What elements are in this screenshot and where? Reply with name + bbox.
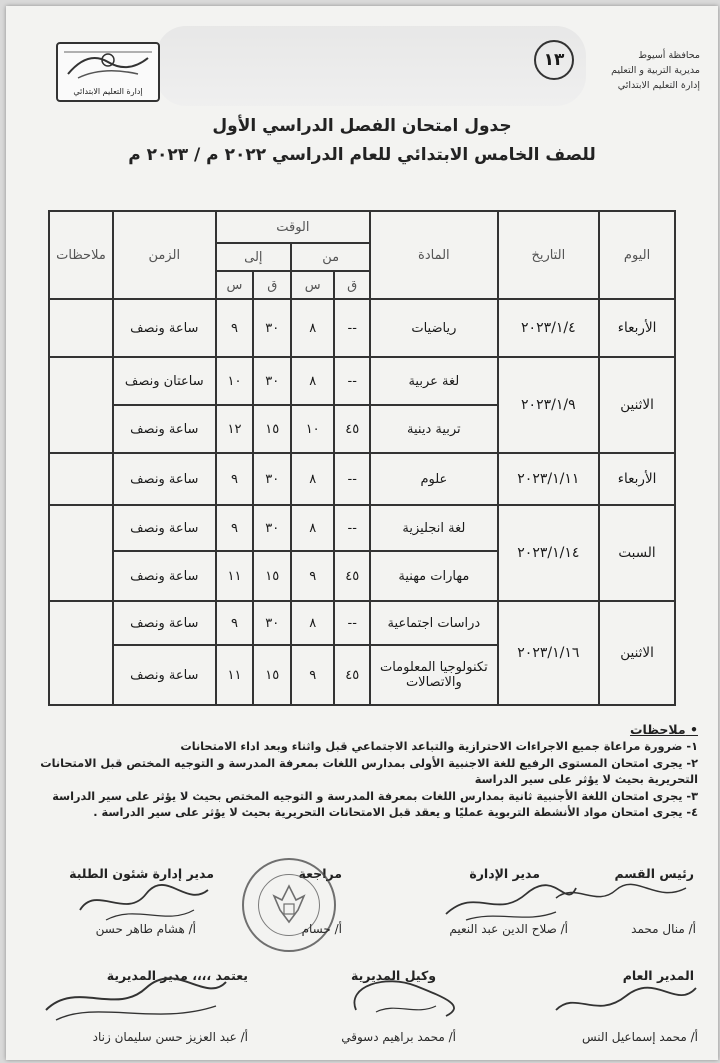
cell-day: الأربعاء	[599, 453, 675, 505]
page-number-badge	[534, 40, 574, 80]
subject-line-2: والاتصالات	[405, 675, 462, 690]
document-title: جدول امتحان الفصل الدراسي الأول	[212, 116, 512, 136]
cell-to-hours: ١٠	[216, 357, 254, 405]
header-to-hours: س	[216, 271, 254, 299]
cell-to-hours: ٩	[216, 299, 254, 357]
cell-to-minutes: ٣٠	[253, 357, 291, 405]
cell-duration: ساعة ونصف	[113, 505, 216, 551]
cell-from-hours: ٩	[291, 551, 334, 601]
notes-heading-text: ملاحظات	[629, 722, 686, 737]
signature-mark-approval	[36, 970, 236, 1030]
note-item-4: ٤- يجرى امتحان مواد الأنشطة التربوية عمليًا و يعقد قبل الامتحانات التحريرية بحيث لا يؤثر على سير الدراسة .	[93, 806, 698, 820]
cell-date: ٢٠٢٣/١/٤	[498, 299, 600, 357]
cell-day: الاثنين	[599, 357, 675, 453]
page-number: ١٣	[543, 50, 565, 70]
cell-notes	[49, 601, 113, 705]
cell-to-minutes: ٣٠	[253, 299, 291, 357]
cell-date: ٢٠٢٣/١/١٦	[498, 601, 600, 705]
cell-subject: لغة انجليزية	[370, 505, 497, 551]
signature-name-deputy: أ/ محمد براهيم دسوقي	[341, 1030, 456, 1044]
signature-title-admin-director: مدير الإدارة	[469, 866, 540, 881]
government-header	[590, 48, 700, 93]
notes-section	[32, 722, 698, 821]
header-to: إلى	[216, 243, 292, 271]
cell-subject: رياضيات	[370, 299, 497, 357]
cell-date: ٢٠٢٣/١/١٤	[498, 505, 600, 601]
cell-duration: ساعة ونصف	[113, 405, 216, 453]
signature-name-student-affairs: أ/ هشام طاهر حسن	[95, 922, 196, 936]
cell-to-minutes: ٣٠	[253, 453, 291, 505]
cell-to-minutes: ١٥	[253, 551, 291, 601]
header-day: اليوم	[599, 211, 675, 299]
gov-line-governorate: محافظة أسيوط	[638, 50, 700, 61]
cell-notes	[49, 453, 113, 505]
cell-subject: تربية دينية	[370, 405, 497, 453]
cell-to-hours: ٩	[216, 453, 254, 505]
cell-to-hours: ١١	[216, 551, 254, 601]
cell-from-hours: ٨	[291, 357, 334, 405]
cell-day: الأربعاء	[599, 299, 675, 357]
cell-from-minutes: --	[334, 601, 370, 645]
cell-from-minutes: --	[334, 453, 370, 505]
signature-name-section-head: أ/ منال محمد	[631, 922, 696, 936]
cell-from-minutes: --	[334, 505, 370, 551]
header-time: الوقت	[216, 211, 371, 243]
exam-schedule-table	[48, 210, 676, 706]
cell-from-minutes: ٤٥	[334, 645, 370, 705]
official-seal-stamp	[242, 858, 336, 952]
header-notes: ملاحظات	[49, 211, 113, 299]
header-to-minutes: ق	[253, 271, 291, 299]
signature-title-general-director: المدير العام	[622, 968, 694, 983]
cell-notes	[49, 299, 113, 357]
cell-from-minutes: --	[334, 299, 370, 357]
cell-from-minutes: --	[334, 357, 370, 405]
gov-line-administration: إدارة التعليم الابتدائي	[617, 80, 700, 91]
cell-day: الاثنين	[599, 601, 675, 705]
table-row	[49, 299, 675, 357]
cell-duration: ساعتان ونصف	[113, 357, 216, 405]
cell-day: السبت	[599, 505, 675, 601]
cell-to-minutes: ١٥	[253, 645, 291, 705]
cell-to-hours: ٩	[216, 505, 254, 551]
cell-subject: لغة عربية	[370, 357, 497, 405]
table-row	[49, 357, 675, 405]
notes-heading: • ملاحظات	[629, 722, 698, 737]
note-item-1: ١- ضرورة مراعاة جميع الاجراءات الاحترازية والتباعد الاجتماعي قبل واثناء وبعد اداء الامتحانات	[180, 740, 698, 754]
signature-title-reviewer: مراجعة	[298, 866, 342, 881]
signature-name-approval: أ/ عبد العزيز حسن سليمان زناد	[92, 1030, 248, 1044]
cell-from-minutes: ٤٥	[334, 551, 370, 601]
signature-name-admin-director: أ/ صلاح الدين عبد النعيم	[449, 922, 568, 936]
cell-from-hours: ٨	[291, 601, 334, 645]
administration-logo	[56, 42, 160, 102]
table-row	[49, 505, 675, 551]
cell-subject: علوم	[370, 453, 497, 505]
signature-title-section-head: رئيس القسم	[614, 866, 694, 881]
header-duration: الزمن	[113, 211, 216, 299]
cell-to-minutes: ١٥	[253, 405, 291, 453]
cell-subject	[370, 645, 497, 705]
table-row	[49, 453, 675, 505]
cell-duration: ساعة ونصف	[113, 299, 216, 357]
logo-text: إدارة التعليم الابتدائي	[73, 87, 143, 96]
cell-date: ٢٠٢٣/١/٩	[498, 357, 600, 453]
signature-title-deputy: وكيل المديرية	[351, 968, 436, 983]
cell-duration: ساعة ونصف	[113, 601, 216, 645]
cell-notes	[49, 505, 113, 601]
cell-from-hours: ٨	[291, 299, 334, 357]
cell-to-hours: ١١	[216, 645, 254, 705]
cell-to-minutes: ٣٠	[253, 601, 291, 645]
cell-from-hours: ٨	[291, 453, 334, 505]
header-from-minutes: ق	[334, 271, 370, 299]
note-item-2: ٢- يجرى امتحان المستوى الرفيع للغة الاجنبية الأولى بمدارس اللغات بمعرفة المدرسة و التوجيه المختص قبل الامتحانات التحريرية بحيث لا يؤثر على سير الدراسة	[40, 756, 698, 787]
cell-from-minutes: ٤٥	[334, 405, 370, 453]
eagle-emblem-icon	[244, 860, 334, 950]
document-subtitle: للصف الخامس الابتدائي للعام الدراسي ٢٠٢٢ م / ٢٠٢٣ م	[128, 145, 596, 165]
note-item-3: ٣- يجرى امتحان اللغة الأجنبية ثانية بمدارس اللغات بمعرفة المدرسة و التوجيه المختص بحيث لا يؤثر على سير الدراسة	[52, 789, 698, 803]
signature-name-general-director: أ/ محمد إسماعيل النس	[582, 1030, 698, 1044]
header-date: التاريخ	[498, 211, 600, 299]
header-shading	[156, 26, 586, 106]
cell-notes	[49, 357, 113, 453]
cell-subject: دراسات اجتماعية	[370, 601, 497, 645]
cell-duration: ساعة ونصف	[113, 645, 216, 705]
document-page	[6, 6, 718, 1060]
header-from-hours: س	[291, 271, 334, 299]
signature-title-student-affairs: مدير إدارة شئون الطلبة	[69, 866, 214, 881]
cell-duration: ساعة ونصف	[113, 551, 216, 601]
cell-to-hours: ٩	[216, 601, 254, 645]
logo-emblem-icon	[58, 44, 158, 84]
cell-duration: ساعة ونصف	[113, 453, 216, 505]
cell-to-hours: ١٢	[216, 405, 254, 453]
cell-date: ٢٠٢٣/١/١١	[498, 453, 600, 505]
subject-line-1: تكنولوجيا المعلومات	[379, 660, 488, 675]
table-row	[49, 601, 675, 645]
signature-title-approval: يعتمد ،،،، مدير المديرية	[106, 968, 248, 983]
cell-subject: مهارات مهنية	[370, 551, 497, 601]
signature-mark-general-director	[546, 980, 706, 1026]
signature-mark-deputy	[336, 966, 476, 1026]
cell-from-hours: ١٠	[291, 405, 334, 453]
cell-from-hours: ٨	[291, 505, 334, 551]
header-from: من	[291, 243, 370, 271]
cell-from-hours: ٩	[291, 645, 334, 705]
gov-line-directorate: مديرية التربية و التعليم	[611, 65, 700, 76]
signature-name-reviewer: أ/ حسام	[301, 922, 342, 936]
header-subject: المادة	[370, 211, 497, 299]
cell-to-minutes: ٣٠	[253, 505, 291, 551]
